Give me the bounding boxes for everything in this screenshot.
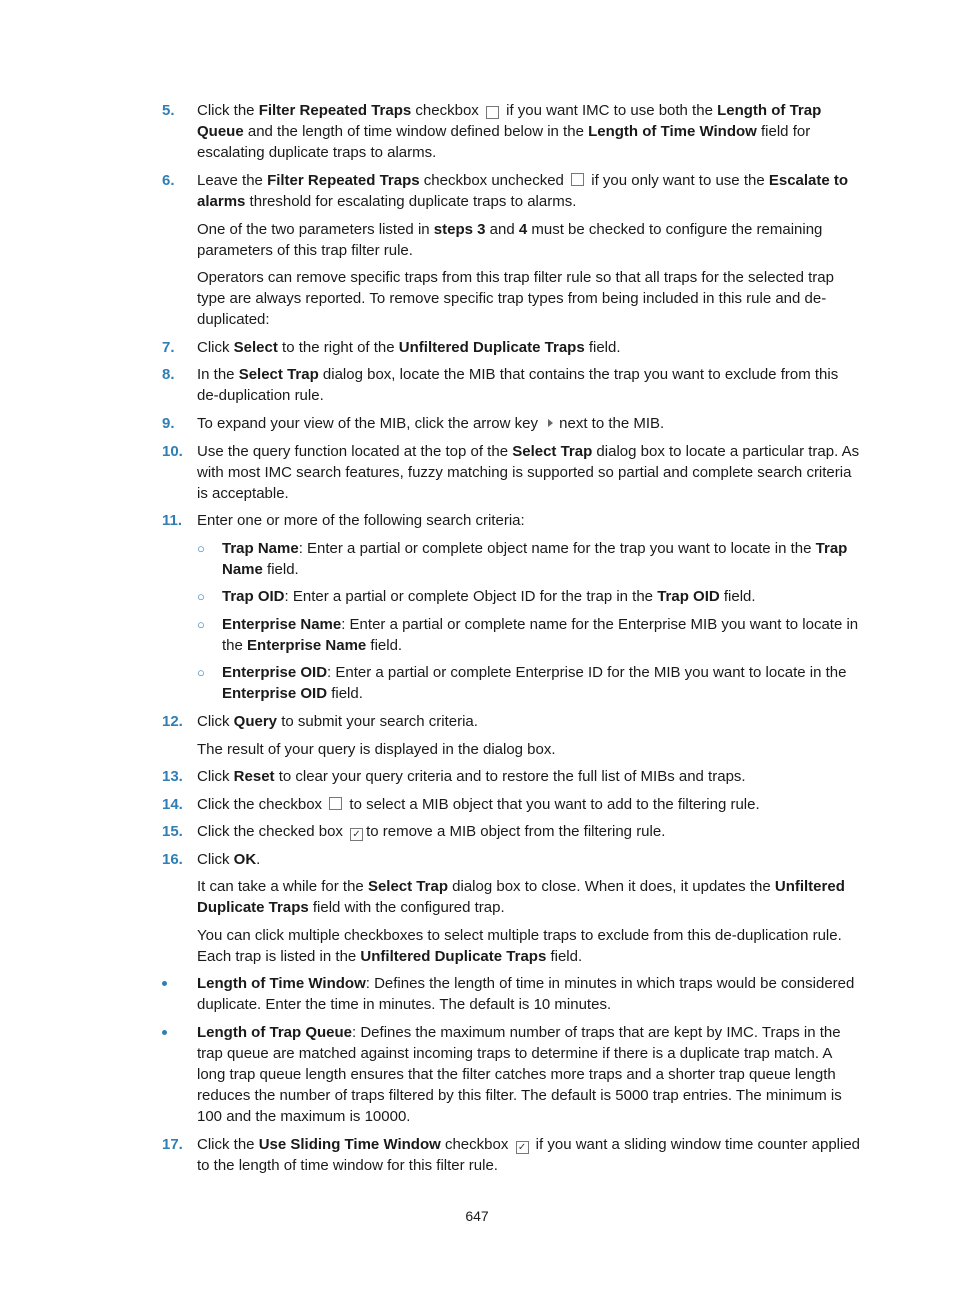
step-number: 13. xyxy=(162,768,183,785)
step-number: 5. xyxy=(162,102,175,119)
checkbox-unchecked-icon xyxy=(329,797,342,810)
step-number: 17. xyxy=(162,1136,183,1153)
checkbox-unchecked-icon xyxy=(486,106,499,119)
step-text: To expand your view of the MIB, click the arrow key next to the MIB. xyxy=(197,415,665,432)
step-number: 11. xyxy=(162,512,183,529)
step-number: 9. xyxy=(162,415,175,432)
step-text: Click the checked box ✓ to remove a MIB object from the filtering rule. xyxy=(197,823,666,840)
step-text: Leave the Filter Repeated Traps checkbox unchecked if you only want to use the Escalate to alarms threshold for escalating duplicate traps to alarms. xyxy=(197,172,849,210)
step-text: Click Select to the right of the Unfiltered Duplicate Traps field. xyxy=(197,339,621,356)
step-text: Enter one or more of the following search criteria: xyxy=(197,512,525,529)
circle-bullet-icon: ○ xyxy=(197,541,205,556)
step-number: 8. xyxy=(162,366,175,383)
step-text: Click the checkbox to select a MIB object that you want to add to the filtering rule. xyxy=(197,796,760,813)
checkbox-checked-icon: ✓ xyxy=(516,1141,529,1154)
step-number: 10. xyxy=(162,443,183,460)
circle-bullet-icon: ○ xyxy=(197,589,205,604)
paragraph-parameters-note: One of the two parameters listed in steps 3 and 4 must be checked to configure the remaining parameters of this trap filter rule. xyxy=(197,221,823,259)
document-page: 5. Click the Filter Repeated Traps checkbox if you want IMC to use both the Length of Trap Queue and the length of time window defined below in the Length of Time Window field for escalating duplicate traps to alarms. 6. Leave the Filter Repeated Traps checkbox unchecked if you only want to use the Escalate to alarms threshold for escalating duplicate traps to alarms. One of the two parameters listed in steps 3 and 4 must be checked to configure the remaining parameters of this trap filter rule. Operators can remove specific traps from this trap filter rule so that all traps for the selected trap type are always reported. To remove specific trap types from being included in this rule and de-duplicated: 7. Click Select to the right of the Unfiltered Duplicate Traps field. 8. In the Select Trap dialog box, locate the MIB that contains the trap you want to exclude from this de-duplication rule. 9. To expand your view of the MIB, click the arrow key next to the MIB. 10. Use the query function located at the top of the Select Trap dialog box to locate a particular trap. As with most IMC search features, fuzzy matching is supported so partial and complete search criteria is acceptable. 11. Enter one or more of the following search criteria: ○ Trap Name: Enter a partial or complete object name for the trap you want to locate in the Trap Name field. ○ Trap OID: Enter a partial or complete Object ID for the trap in the Trap OID field. ○ Enterprise Name: Enter a partial or complete name for the Enterprise MIB you want to locate in the Enterprise Name field. ○ Enterprise OID: Enter a partial or complete Enterprise ID for the MIB you want to locate in the Enterprise OID field. 12. Click Query to submit your search criteria. The result of your query is displayed in the dialog box. 13. Click Reset to clear your query criteria and to restore the full list of MIBs and traps. 14. Click the checkbox to select a MIB object that you want to add to the filtering rule. 15. Click the checked box ✓ to remove a MIB object from the filtering rule. 16. Click OK. It can take a while for the Select Trap dialog box to close. When it does, it updates the Unfiltered Duplicate Traps field with the configured trap. You can click multiple checkboxes to select multiple traps to exclude from this de-duplication rule. Each trap is listed in the Unfiltered Duplicate Traps field. Length of Time Window: Defines the length of time in minutes in which traps would be considered duplicate. Enter the time in minutes. The default is 10 minutes. Length of Trap Queue: Defines the maximum number of traps that are kept by IMC. Traps in the trap queue are matched against incoming traps to determine if there is a duplicate trap match. A long trap queue length ensures that the filter catches more traps and a shorter trap queue length reduces the number of traps filtered by this filter. The default is 5000 trap entries. The minimum is 100 and the maximum is 10000. 17. Click the Use Sliding Time Window checkbox ✓ if you want a sliding window time counter applied to the length of time window for this filter rule. 647 xyxy=(0,0,954,1296)
step-number: 15. xyxy=(162,823,183,840)
step-number: 12. xyxy=(162,713,183,730)
dot-bullet-icon xyxy=(162,1030,167,1035)
circle-bullet-icon: ○ xyxy=(197,665,205,680)
step-text: Click Query to submit your search criteria. xyxy=(197,713,478,730)
step-text: In the Select Trap dialog box, locate the MIB that contains the trap you want to exclude from this de-duplication rule. xyxy=(197,366,839,404)
step-text: Use the query function located at the top of the Select Trap dialog box to locate a particular trap. As with most IMC search features, fuzzy matching is supported so partial and complete search criteria is acceptable. xyxy=(197,443,860,502)
step-number: 7. xyxy=(162,339,175,356)
checkbox-unchecked-icon xyxy=(571,173,584,186)
paragraph-query-result: The result of your query is displayed in the dialog box. xyxy=(197,741,556,758)
page-number: 647 xyxy=(465,1208,489,1224)
step-text: Click the Use Sliding Time Window checkbox ✓ if you want a sliding window time counter applied to the length of time window for this filter rule. xyxy=(197,1136,861,1174)
step-number: 6. xyxy=(162,172,175,189)
circle-bullet-icon: ○ xyxy=(197,617,205,632)
dot-bullet-icon xyxy=(162,981,167,986)
paragraph-dialog-close: It can take a while for the Select Trap dialog box to close. When it does, it updates the Unfiltered Duplicate Traps field with the configured trap. xyxy=(197,878,845,916)
paragraph-remove-traps: Operators can remove specific traps from this trap filter rule so that all traps for the selected trap type are always reported. To remove specific trap types from being included in this rule and de-duplicated: xyxy=(197,269,834,328)
step-text: Click OK. xyxy=(197,851,261,868)
expand-arrow-icon xyxy=(548,419,553,427)
step-number: 14. xyxy=(162,796,183,813)
step-text: Click the Filter Repeated Traps checkbox if you want IMC to use both the Length of Trap Queue and the length of time window defined below in the Length of Time Window field for escalating duplicate traps to alarms. xyxy=(197,102,822,161)
paragraph-multiple-checkboxes: You can click multiple checkboxes to select multiple traps to exclude from this de-duplication rule. Each trap is listed in the Unfiltered Duplicate Traps field. xyxy=(197,927,842,965)
step-text: Click Reset to clear your query criteria and to restore the full list of MIBs and traps. xyxy=(197,768,746,785)
step-number: 16. xyxy=(162,851,183,868)
checkbox-checked-icon: ✓ xyxy=(350,828,363,841)
